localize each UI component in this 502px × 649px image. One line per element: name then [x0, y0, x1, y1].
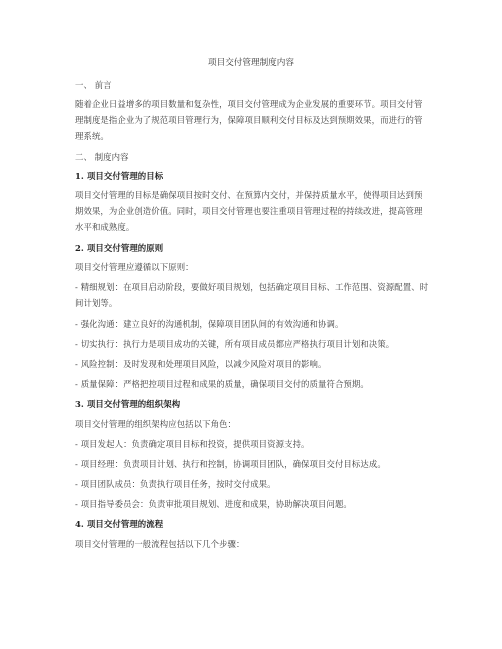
subheading-organization: 3. 项目交付管理的组织架构 — [75, 399, 181, 409]
paragraph-organization-intro: 项目交付管理的组织架构应包括以下角色： — [75, 419, 237, 429]
section-heading-content: 二、 制度内容 — [75, 152, 129, 162]
document-title: 项目交付管理制度内容 — [208, 58, 294, 68]
list-item-manager: - 项目经理：负责项目计划、执行和控制，协调项目团队，确保项目交付目标达成。 — [75, 459, 386, 469]
paragraph-principles-intro: 项目交付管理应遵循以下原则： — [75, 262, 194, 272]
paragraph-preface: 随着企业日益增多的项目数量和复杂性，项目交付管理成为企业发展的重要环节。项目交付管理制度是指企业为了规范项目管理行为，保障项目顺利交付目标及达到预期效果，而进行的管理系统。 — [75, 99, 423, 141]
paragraph-process-intro: 项目交付管理的一般流程包括以下几个步骤： — [75, 539, 245, 549]
subheading-principles: 2. 项目交付管理的原则 — [75, 243, 164, 253]
paragraph-goal: 项目交付管理的目标是确保项目按时交付、在预算内交付，并保持质量水平，使得项目达到预期效果，为企业创造价值。同时，项目交付管理也要注重项目管理过程的持续改进，提高管理水平和成熟度。 — [75, 190, 423, 232]
list-item-sponsor: - 项目发起人：负责确定项目目标和投资，提供项目资源支持。 — [75, 439, 310, 449]
subheading-goal: 1. 项目交付管理的目标 — [75, 171, 164, 181]
list-item-execution: - 切实执行：执行力是项目成功的关键，所有项目成员都应严格执行项目计划和决策。 — [75, 339, 395, 349]
list-item-planning: - 精细规划：在项目启动阶段，要做好项目规划，包括确定项目目标、工作范围、资源配置、时间计划等。 — [75, 282, 429, 308]
subheading-process: 4. 项目交付管理的流程 — [75, 519, 164, 529]
list-item-risk: - 风险控制：及时发现和处理项目风险，以减少风险对项目的影响。 — [75, 359, 327, 369]
section-heading-preface: 一、 前言 — [75, 80, 112, 90]
list-item-communication: - 强化沟通：建立良好的沟通机制，保障项目团队间的有效沟通和协调。 — [75, 319, 344, 329]
list-item-quality: - 质量保障：严格把控项目过程和成果的质量，确保项目交付的质量符合预期。 — [75, 379, 369, 389]
list-item-committee: - 项目指导委员会：负责审批项目规划、进度和成果，协助解决项目问题。 — [75, 499, 352, 509]
list-item-team: - 项目团队成员：负责执行项目任务，按时交付成果。 — [75, 479, 276, 489]
